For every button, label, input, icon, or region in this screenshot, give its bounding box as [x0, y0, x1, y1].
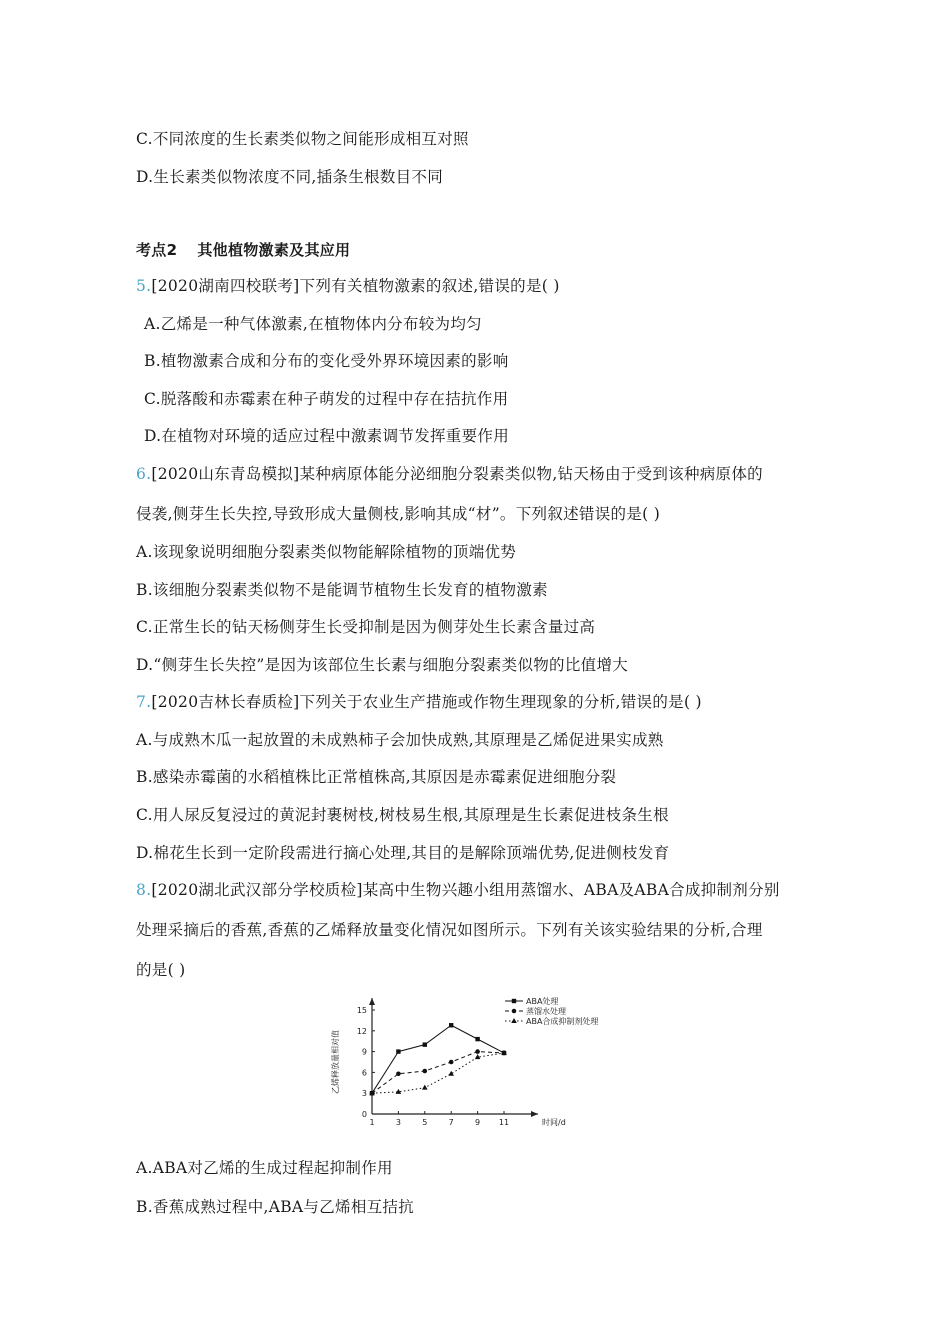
y-tick-label: 12	[356, 1026, 367, 1036]
x-axis-arrow	[531, 1111, 538, 1117]
series-line	[372, 1025, 504, 1093]
question-6-stem	[136, 464, 763, 484]
x-tick-label: 7	[448, 1118, 454, 1127]
x-tick-label: 5	[422, 1118, 428, 1127]
q5-option-b: B.植物激素合成和分布的变化受外界环境因素的影响	[144, 352, 509, 370]
y-tick-label: 0	[361, 1110, 367, 1119]
data-point	[423, 1042, 427, 1046]
question-8-stem-line-3: 的是( )	[136, 961, 186, 979]
ethylene-release-chart	[320, 990, 640, 1135]
x-tick-label: 11	[498, 1118, 510, 1127]
q6-option-d: D.“侧芽生长失控”是因为该部位生长素与细胞分裂素类似物的比值增大	[136, 656, 629, 674]
question-number: 8.	[136, 881, 152, 899]
y-tick-label: 15	[356, 1006, 367, 1015]
question-number: 6.	[136, 465, 152, 483]
q7-option-b: B.感染赤霉菌的水稻植株比正常植株高,其原因是赤霉素促进细胞分裂	[136, 768, 617, 786]
data-point	[475, 1049, 480, 1054]
chart-ticks	[357, 1006, 509, 1127]
question-number: 5.	[136, 277, 152, 295]
q6-option-c: C.正常生长的钻天杨侧芽生长受抑制是因为侧芽处生长素含量过高	[136, 618, 596, 636]
data-point	[475, 1037, 479, 1041]
question-text: [2020湖南四校联考]下列有关植物激素的叙述,错误的是( )	[151, 277, 560, 295]
x-tick-label: 3	[395, 1118, 401, 1127]
section-title: 其他植物激素及其应用	[197, 241, 351, 259]
q5-option-d: D.在植物对环境的适应过程中激素调节发挥重要作用	[144, 427, 510, 445]
data-point	[396, 1049, 400, 1053]
y-tick-label: 6	[361, 1068, 367, 1078]
prev-option-d: D.生长素类似物浓度不同,插条生根数目不同	[136, 168, 444, 186]
data-point	[396, 1071, 401, 1076]
question-5-stem	[136, 276, 560, 296]
q8-option-b: B.香蕉成熟过程中,ABA与乙烯相互拮抗	[136, 1198, 415, 1216]
chart-series	[369, 1023, 507, 1095]
legend-label: ABA合成抑制剂处理	[526, 1017, 599, 1026]
legend-label: ABA处理	[526, 997, 559, 1006]
data-point	[448, 1071, 454, 1076]
data-point	[512, 1009, 517, 1014]
question-6-stem-line-2: 侵袭,侧芽生长失控,导致形成大量侧枝,影响其成“材”。下列叙述错误的是( )	[136, 505, 661, 523]
q7-option-d: D.棉花生长到一定阶段需进行摘心处理,其目的是解除顶端优势,促进侧枝发育	[136, 844, 670, 862]
question-text: [2020吉林长春质检]下列关于农业生产措施或作物生理现象的分析,错误的是( )	[151, 693, 702, 711]
series-line	[372, 1053, 504, 1093]
data-point	[512, 999, 516, 1003]
data-point	[422, 1085, 428, 1090]
question-7-stem	[136, 692, 702, 712]
question-8-stem-line-2: 处理采摘后的香蕉,香蕉的乙烯释放量变化情况如图所示。下列有关该实验结果的分析,合理	[136, 921, 763, 939]
data-point	[511, 1018, 517, 1023]
section-heading	[136, 240, 350, 260]
x-axis-label: 时间/d	[542, 1118, 566, 1127]
y-axis-label: 乙烯释放量相对值	[331, 1030, 340, 1094]
question-8-stem	[136, 880, 780, 900]
q5-option-a: A.乙烯是一种气体激素,在植物体内分布较为均匀	[144, 315, 482, 333]
q6-option-b: B.该细胞分裂素类似物不是能调节植物生长发育的植物激素	[136, 581, 548, 599]
data-point	[423, 1069, 428, 1074]
y-axis-arrow	[369, 998, 375, 1005]
q6-option-a: A.该现象说明细胞分裂素类似物能解除植物的顶端优势	[136, 543, 517, 561]
chart-legend	[505, 996, 598, 1026]
q5-option-c: C.脱落酸和赤霉素在种子萌发的过程中存在拮抗作用	[144, 390, 509, 408]
legend-label: 蒸馏水处理	[526, 1007, 566, 1016]
y-tick-label: 3	[361, 1089, 367, 1099]
data-point	[449, 1060, 454, 1065]
q8-option-a: A.ABA对乙烯的生成过程起抑制作用	[136, 1159, 393, 1177]
section-label: 考点2	[136, 241, 178, 259]
q7-option-c: C.用人尿反复浸过的黄泥封裹树枝,树枝易生根,其原理是生长素促进枝条生根	[136, 806, 669, 824]
x-tick-label: 9	[475, 1118, 481, 1127]
y-tick-label: 9	[361, 1047, 367, 1057]
question-text: [2020湖北武汉部分学校质检]某高中生物兴趣小组用蒸馏水、ABA及ABA合成抑制剂分别	[151, 881, 780, 899]
x-tick-label: 1	[369, 1118, 375, 1127]
q7-option-a: A.与成熟木瓜一起放置的未成熟柿子会加快成熟,其原理是乙烯促进果实成熟	[136, 731, 664, 749]
question-number: 7.	[136, 693, 152, 711]
series-line	[372, 1052, 504, 1094]
question-text: [2020山东青岛模拟]某种病原体能分泌细胞分裂素类似物,钻天杨由于受到该种病原体的	[151, 465, 763, 483]
data-point	[449, 1023, 453, 1027]
prev-option-c: C.不同浓度的生长素类似物之间能形成相互对照	[136, 130, 469, 148]
